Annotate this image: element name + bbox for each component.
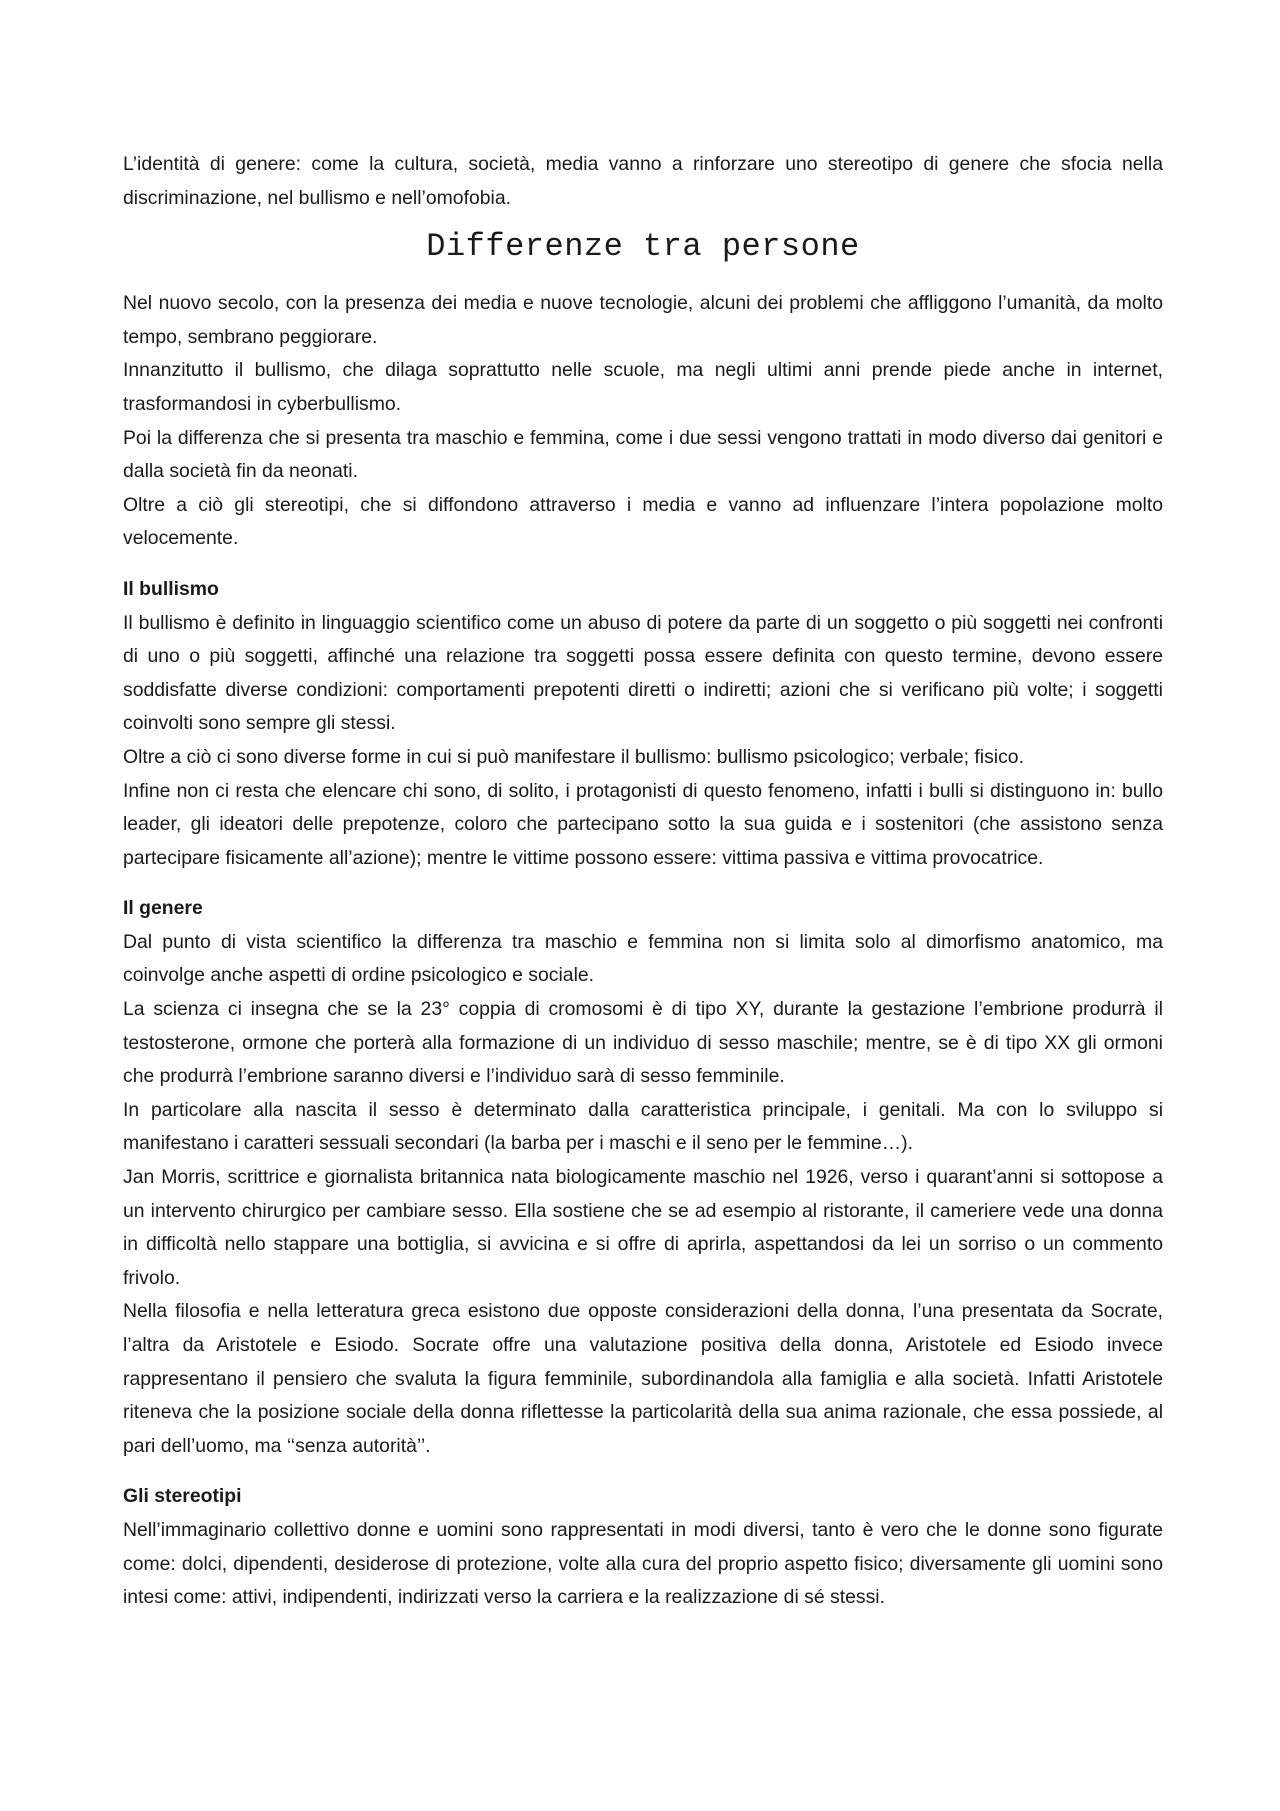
section-genere: [123, 892, 1163, 1463]
opening-paragraph: Innanzitutto il bullismo, che dilaga soprattutto nelle scuole, ma negli ultimi anni prende piede anche in internet, trasformandosi in cyberbullismo.: [123, 359, 1163, 415]
document-page: [123, 148, 1163, 1615]
section-paragraph: Jan Morris, scrittrice e giornalista britannica nata biologicamente maschio nel 1926, verso i quarant’anni si sottopose a un intervento chirurgico per cambiare sesso. Ella sostiene che se ad esempio al ristorante, il cameriere vede una donna in difficoltà nello stappare una bottiglia, si avvicina e si offre di aprirla, aspettandosi da lei un sorriso o un commento frivolo.: [123, 1166, 1163, 1289]
opening-paragraph: Nel nuovo secolo, con la presenza dei media e nuove tecnologie, alcuni dei problemi che affliggono l’umanità, da molto tempo, sembrano peggiorare.: [123, 292, 1163, 348]
section-paragraph: In particolare alla nascita il sesso è determinato dalla caratteristica principale, i genitali. Ma con lo sviluppo si manifestano i caratteri sessuali secondari (la barba per i maschi e il seno per le femmine…).: [123, 1098, 1163, 1155]
section-heading: Il genere: [123, 897, 203, 920]
section-paragraph: Oltre a ciò ci sono diverse forme in cui si può manifestare il bullismo: bullismo psicologico; verbale; fisico.: [123, 745, 1024, 768]
document-title: Differenze tra persone: [426, 228, 860, 266]
section-paragraph: Nell’immaginario collettivo donne e uomini sono rappresentati in modi diversi, tanto è vero che le donne sono figurate come: dolci, dipendenti, desiderose di protezione, volte alla cura del proprio aspetto fisico; diversamente gli uomini sono intesi come: attivi, indipendenti, indirizzati verso la carriera e la realizzazione di sé stessi.: [123, 1518, 1163, 1609]
section-heading: Gli stereotipi: [123, 1485, 242, 1508]
section-paragraph: Il bullismo è definito in linguaggio scientifico come un abuso di potere da parte di un soggetto o più soggetti nei confronti di uno o più soggetti, affinché una relazione tra soggetti possa essere definita con questo termine, devono essere soddisfatte diverse condizioni: comportamenti prepotenti diretti o indiretti; azioni che si verificano più volte; i soggetti coinvolti sono sempre gli stessi.: [123, 611, 1163, 735]
section-bullismo: [123, 573, 1163, 875]
section-heading: Il bullismo: [123, 577, 219, 600]
section-paragraph: Dal punto di vista scientifico la differenza tra maschio e femmina non si limita solo al dimorfismo anatomico, ma coinvolge anche aspetti di ordine psicologico e sociale.: [123, 930, 1163, 987]
intro-text: L’identità di genere: come la cultura, società, media vanno a rinforzare uno stereotipo di genere che sfocia nella discriminazione, nel bullismo e nell’omofobia.: [123, 153, 1163, 209]
opening-paragraph: Oltre a ciò gli stereotipi, che si diffondono attraverso i media e vanno ad influenzare l’intera popolazione molto velocemente.: [123, 493, 1163, 550]
opening-paragraph: Poi la differenza che si presenta tra maschio e femmina, come i due sessi vengono trattati in modo diverso dai genitori e dalla società fin da neonati.: [123, 426, 1163, 483]
section-paragraph: La scienza ci insegna che se la 23° coppia di cromosomi è di tipo XY, durante la gestazione l’embrione produrrà il testosterone, ormone che porterà alla formazione di un individuo di sesso maschile; mentre, se è di tipo XX gli ormoni che produrrà l’embrione saranno diversi e l’individuo sarà di sesso femminile.: [123, 998, 1163, 1088]
section-paragraph: Nella filosofia e nella letteratura greca esistono due opposte considerazioni della donna, l’una presentata da Socrate, l’altra da Aristotele e Esiodo. Socrate offre una valutazione positiva della donna, Aristotele ed Esiodo invece rappresentano il pensiero che svaluta la figura femminile, subordinandola alla famiglia e alla società. Infatti Aristotele riteneva che la posizione sociale della donna riflettesse la particolarità della sua anima razionale, che essa possiede, al pari dell’uomo, ma ‘‘senza autorità’’.: [123, 1300, 1163, 1457]
section-stereotipi: [123, 1480, 1163, 1614]
opening-block: [123, 287, 1163, 556]
section-paragraph: Infine non ci resta che elencare chi sono, di solito, i protagonisti di questo fenomeno, infatti i bulli si distinguono in: bullo leader, gli ideatori delle prepotenze, coloro che partecipano sotto la sua guida e i sostenitori (che assistono senza partecipare fisicamente all’azione); mentre le vittime possono essere: vittima passiva e vittima provocatrice.: [123, 779, 1163, 869]
